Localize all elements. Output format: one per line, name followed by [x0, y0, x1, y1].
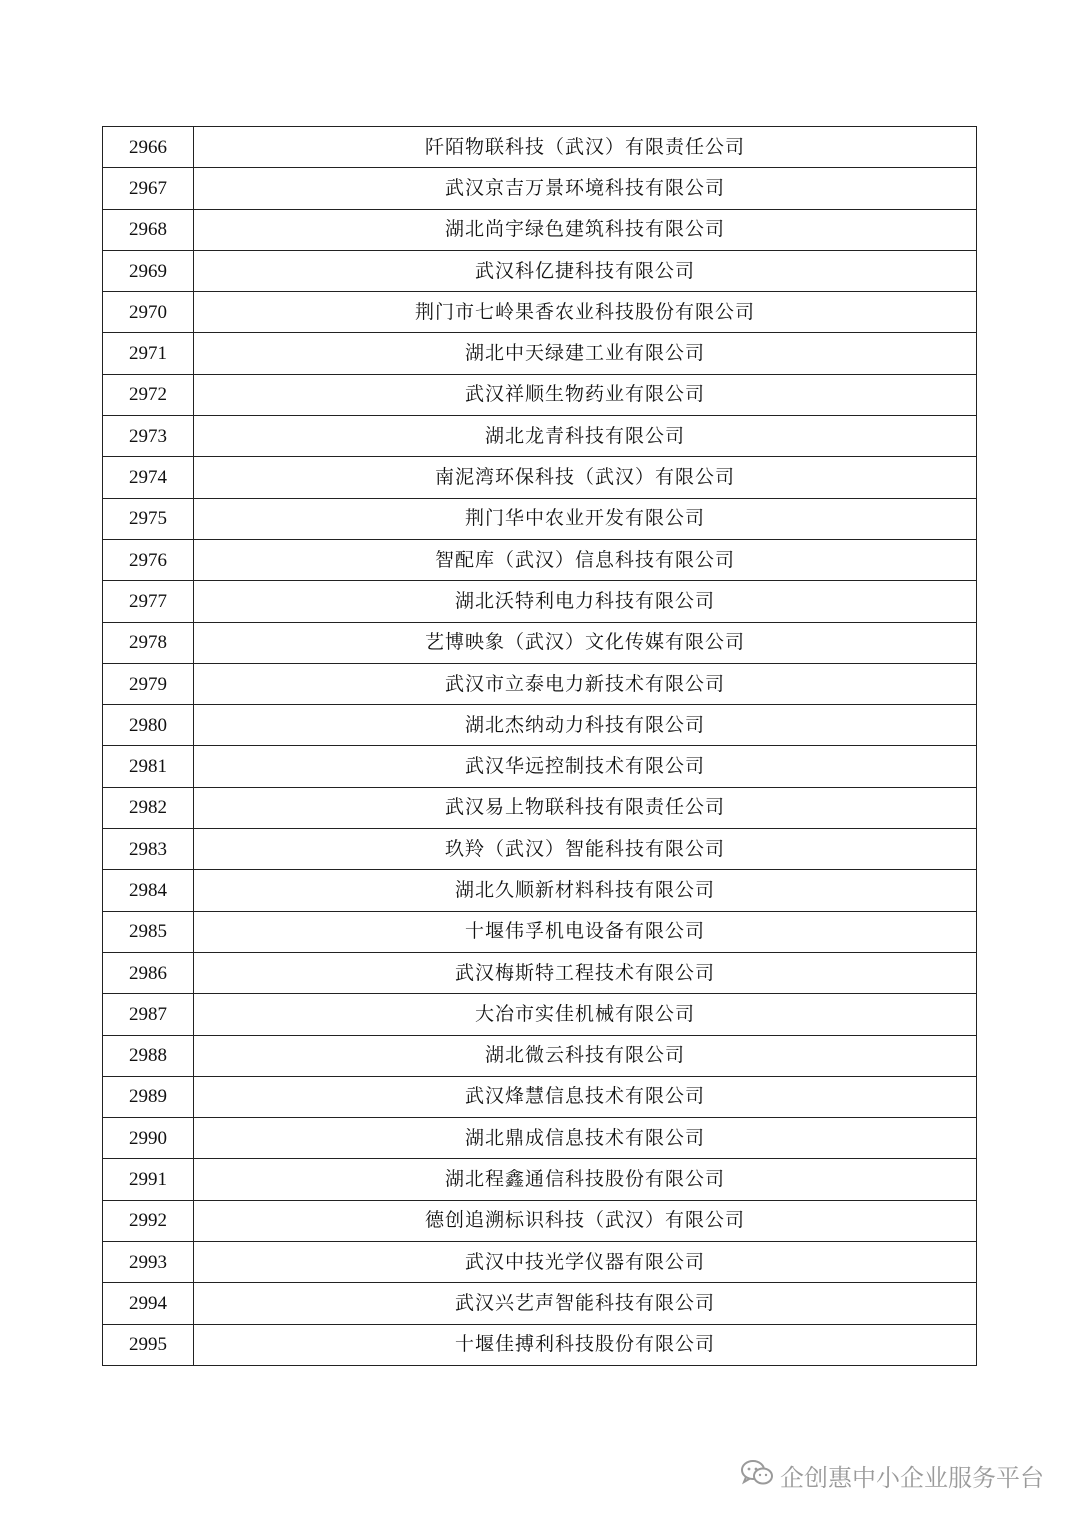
row-number: 2988 [103, 1035, 194, 1076]
company-name: 湖北杰纳动力科技有限公司 [194, 705, 977, 746]
row-number: 2984 [103, 870, 194, 911]
row-number: 2989 [103, 1076, 194, 1117]
row-number: 2974 [103, 457, 194, 498]
company-name: 荆门华中农业开发有限公司 [194, 498, 977, 539]
table-row [103, 1118, 977, 1159]
company-name: 武汉京吉万景环境科技有限公司 [194, 168, 977, 209]
table-row [103, 663, 977, 704]
row-number: 2993 [103, 1242, 194, 1283]
company-name: 大冶市实佳机械有限公司 [194, 994, 977, 1035]
company-name: 武汉华远控制技术有限公司 [194, 746, 977, 787]
table-row [103, 746, 977, 787]
company-name: 武汉科亿捷科技有限公司 [194, 250, 977, 291]
table-row [103, 994, 977, 1035]
company-name: 武汉中技光学仪器有限公司 [194, 1242, 977, 1283]
table-row [103, 209, 977, 250]
table-row [103, 1242, 977, 1283]
table-row [103, 457, 977, 498]
row-number: 2991 [103, 1159, 194, 1200]
company-name: 湖北微云科技有限公司 [194, 1035, 977, 1076]
table-row [103, 705, 977, 746]
company-name: 玖羚（武汉）智能科技有限公司 [194, 829, 977, 870]
table-row [103, 1324, 977, 1365]
company-name: 湖北中天绿建工业有限公司 [194, 333, 977, 374]
company-name: 武汉易上物联科技有限责任公司 [194, 787, 977, 828]
company-name: 湖北鼎成信息技术有限公司 [194, 1118, 977, 1159]
row-number: 2968 [103, 209, 194, 250]
table-row [103, 952, 977, 993]
table-row [103, 539, 977, 580]
company-name: 德创追溯标识科技（武汉）有限公司 [194, 1200, 977, 1241]
row-number: 2975 [103, 498, 194, 539]
table-body [103, 127, 977, 1366]
table-row [103, 127, 977, 168]
row-number: 2983 [103, 829, 194, 870]
row-number: 2987 [103, 994, 194, 1035]
row-number: 2971 [103, 333, 194, 374]
company-name: 十堰佳搏利科技股份有限公司 [194, 1324, 977, 1365]
table-row [103, 1159, 977, 1200]
company-name: 武汉市立泰电力新技术有限公司 [194, 663, 977, 704]
table-row [103, 1200, 977, 1241]
row-number: 2969 [103, 250, 194, 291]
table-row [103, 911, 977, 952]
company-name: 湖北久顺新材料科技有限公司 [194, 870, 977, 911]
table-row [103, 1076, 977, 1117]
company-list-table [102, 126, 977, 1366]
table-row [103, 1035, 977, 1076]
row-number: 2982 [103, 787, 194, 828]
company-name: 湖北龙青科技有限公司 [194, 416, 977, 457]
row-number: 2986 [103, 952, 194, 993]
company-name: 武汉兴艺声智能科技有限公司 [194, 1283, 977, 1324]
row-number: 2967 [103, 168, 194, 209]
row-number: 2977 [103, 581, 194, 622]
table-row [103, 374, 977, 415]
company-name: 武汉烽慧信息技术有限公司 [194, 1076, 977, 1117]
company-name: 艺博映象（武汉）文化传媒有限公司 [194, 622, 977, 663]
table-row [103, 622, 977, 663]
row-number: 2992 [103, 1200, 194, 1241]
row-number: 2973 [103, 416, 194, 457]
table-row [103, 1283, 977, 1324]
row-number: 2970 [103, 292, 194, 333]
watermark [740, 1458, 1044, 1493]
table-row [103, 292, 977, 333]
wechat-icon [740, 1459, 774, 1493]
row-number: 2985 [103, 911, 194, 952]
table-row [103, 829, 977, 870]
row-number: 2976 [103, 539, 194, 580]
company-name: 湖北沃特利电力科技有限公司 [194, 581, 977, 622]
company-name: 湖北程鑫通信科技股份有限公司 [194, 1159, 977, 1200]
row-number: 2990 [103, 1118, 194, 1159]
table-row [103, 168, 977, 209]
row-number: 2981 [103, 746, 194, 787]
row-number: 2966 [103, 127, 194, 168]
table-row [103, 870, 977, 911]
table-row [103, 581, 977, 622]
table-row [103, 333, 977, 374]
table-row [103, 498, 977, 539]
company-name: 荆门市七岭果香农业科技股份有限公司 [194, 292, 977, 333]
table-row [103, 787, 977, 828]
row-number: 2995 [103, 1324, 194, 1365]
table-row [103, 250, 977, 291]
watermark-text: 企创惠中小企业服务平台 [780, 1464, 1044, 1492]
company-name: 湖北尚宇绿色建筑科技有限公司 [194, 209, 977, 250]
row-number: 2980 [103, 705, 194, 746]
row-number: 2978 [103, 622, 194, 663]
company-name: 南泥湾环保科技（武汉）有限公司 [194, 457, 977, 498]
company-name: 阡陌物联科技（武汉）有限责任公司 [194, 127, 977, 168]
row-number: 2979 [103, 663, 194, 704]
table-row [103, 416, 977, 457]
company-name: 武汉祥顺生物药业有限公司 [194, 374, 977, 415]
company-name: 十堰伟孚机电设备有限公司 [194, 911, 977, 952]
company-name: 智配库（武汉）信息科技有限公司 [194, 539, 977, 580]
row-number: 2972 [103, 374, 194, 415]
row-number: 2994 [103, 1283, 194, 1324]
company-name: 武汉梅斯特工程技术有限公司 [194, 952, 977, 993]
